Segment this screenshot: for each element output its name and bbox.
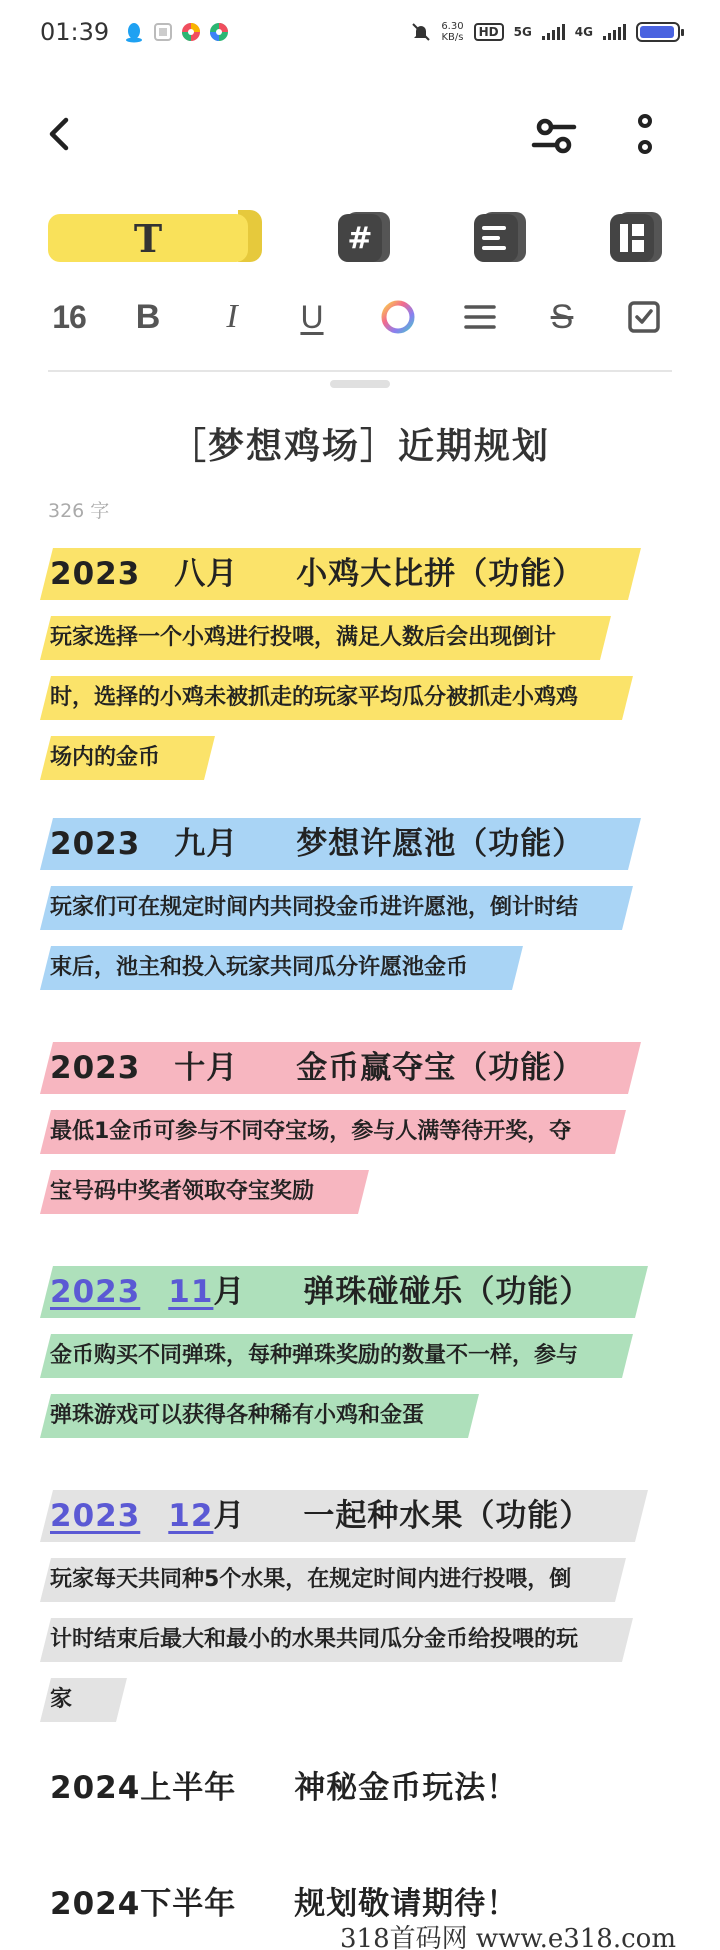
plan-description-line: 玩家每天共同种5个水果，在规定时间内进行投喂，倒 (40, 1558, 615, 1602)
plan-2024-first-half[interactable]: 2024上半年 神秘金币玩法！ (50, 1770, 519, 1806)
font-size-button[interactable]: 16 (52, 298, 86, 335)
checklist-button[interactable] (622, 290, 666, 344)
plan-description-line: 时，选择的小鸡未被抓走的玩家平均瓜分被抓走小鸡鸡 (40, 676, 622, 720)
checkbox-icon (626, 299, 662, 335)
more-vertical-icon (630, 112, 660, 160)
network-speed: 6.30 KB/s (441, 21, 464, 43)
svg-text:#: # (347, 221, 373, 256)
gallery-icon (153, 22, 173, 42)
strikethrough-button[interactable]: S (550, 297, 574, 336)
plan-heading: 2023 12月 一起种水果（功能） (40, 1490, 635, 1542)
back-button[interactable] (40, 114, 80, 154)
plan-block-september[interactable] (40, 818, 680, 990)
top-navigation (0, 100, 720, 170)
plan-block-november[interactable] (40, 1266, 680, 1438)
plan-description-line: 玩家们可在规定时间内共同投金币进许愿池，倒计时结 (40, 886, 622, 930)
plan-heading: 2023 九月 梦想许愿池（功能） (40, 818, 628, 870)
mute-bell-icon (411, 22, 431, 42)
align-button[interactable] (458, 290, 502, 344)
hashtag-icon (336, 210, 392, 264)
qq-icon (123, 21, 145, 43)
plan-heading: 2023 11月 弹珠碰碰乐（功能） (40, 1266, 635, 1318)
align-lines-icon (462, 299, 498, 335)
plan-description-line: 玩家选择一个小鸡进行投喂，满足人数后会出现倒计 (40, 616, 600, 660)
plan-description-line: 宝号码中奖者领取夺宝奖励 (40, 1170, 358, 1214)
plan-heading: 2023 十月 金币赢夺宝（功能） (40, 1042, 628, 1094)
app-pinwheel-icon (181, 22, 201, 42)
status-indicators (411, 21, 680, 43)
tab-hashtag[interactable] (336, 210, 392, 264)
signal-5g-icon (542, 24, 565, 40)
more-options-button[interactable] (630, 112, 660, 160)
battery-level (640, 26, 674, 38)
network-5g-label: 5G (513, 25, 532, 39)
color-ring-icon (380, 299, 416, 335)
app-pinwheel-icon-2 (209, 22, 229, 42)
status-bar (0, 0, 720, 64)
plan-description-line: 计时结束后最大和最小的水果共同瓜分金币给投喂的玩 (40, 1618, 622, 1662)
plan-description-line: 家 (40, 1678, 116, 1722)
hd-voice-badge: HD (474, 23, 504, 41)
battery-icon (636, 22, 680, 42)
format-tabs (0, 210, 720, 266)
toolbar-divider (48, 370, 672, 372)
plan-block-october[interactable] (40, 1042, 680, 1214)
plan-description-line: 束后，池主和投入玩家共同瓜分许愿池金币 (40, 946, 512, 990)
notification-icons (123, 21, 229, 43)
watermark: 318首码网 www.e318.com (340, 1924, 676, 1950)
list-style-icon (472, 210, 528, 264)
signal-4g-icon (603, 24, 626, 40)
text-color-button[interactable] (376, 290, 420, 344)
tab-layout[interactable] (608, 210, 664, 264)
note-title[interactable]: ［梦想鸡场］近期规划 (169, 426, 550, 467)
style-settings-button[interactable] (530, 112, 578, 160)
plan-block-august[interactable] (40, 548, 680, 780)
plan-description-line: 金币购买不同弹珠，每种弹珠奖励的数量不一样，参与 (40, 1334, 622, 1378)
plan-block-december[interactable] (40, 1490, 680, 1722)
italic-button[interactable]: I (226, 298, 238, 335)
layout-columns-icon (608, 210, 664, 264)
tab-list-style[interactable] (472, 210, 528, 264)
sliders-icon (530, 112, 578, 160)
status-time: 01:39 (40, 18, 110, 46)
network-4g-label: 4G (574, 25, 593, 39)
word-count: 326 字 (48, 500, 110, 522)
plan-heading: 2023 八月 小鸡大比拼（功能） (40, 548, 628, 600)
chevron-left-icon (40, 114, 80, 154)
date-link[interactable]: 2023 12 (50, 1498, 214, 1534)
formatting-toolbar (0, 290, 720, 344)
drag-handle[interactable] (330, 380, 390, 388)
text-style-icon: T (133, 215, 163, 261)
date-link[interactable]: 2023 11 (50, 1274, 214, 1310)
plan-description-line: 最低1金币可参与不同夺宝场，参与人满等待开奖，夺 (40, 1110, 615, 1154)
bold-button[interactable]: B (135, 297, 161, 336)
plan-2024-second-half[interactable]: 2024下半年 规划敬请期待！ (50, 1886, 519, 1922)
plan-description-line: 场内的金币 (40, 736, 204, 780)
plan-description-line: 弹珠游戏可以获得各种稀有小鸡和金蛋 (40, 1394, 468, 1438)
tab-text-style[interactable] (48, 210, 262, 264)
underline-button[interactable]: U (300, 298, 324, 335)
